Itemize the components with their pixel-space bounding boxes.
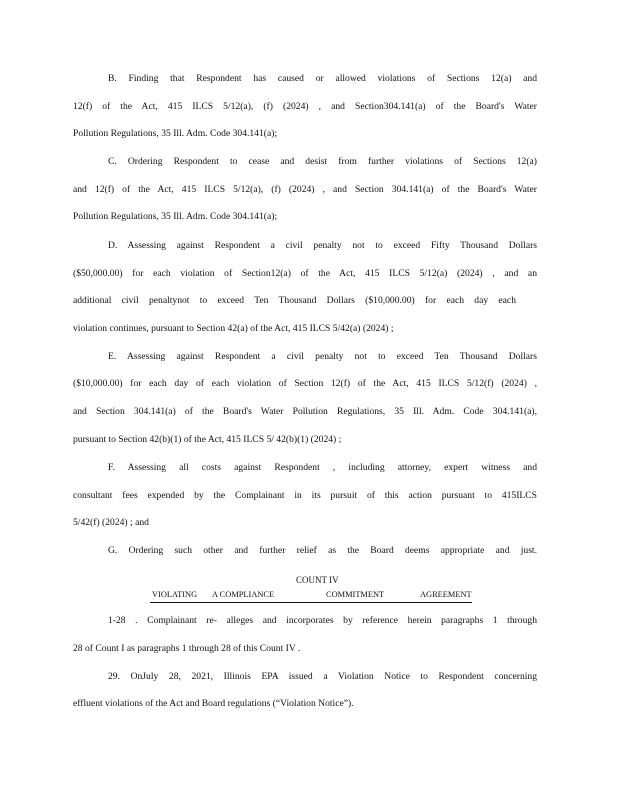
- count-sub-violating: VIOLATING: [152, 590, 198, 599]
- paragraph-f-line-2: consultant fees expended by the Complainant in its pursuit of this action pursuant to 415ILCS: [73, 490, 537, 501]
- paragraph-d-line-2: ($50,000.00) for each violation of Section12(a) of the Act, 415 ILCS 5/12(a) (2024) , and an: [73, 268, 537, 279]
- count-sub-commitment: COMMITMENT: [326, 590, 385, 599]
- paragraph-c-line-2: and 12(f) of the Act, 415 ILCS 5/12(a), (f) (2024) , and Section 304.141(a) of the Board's Water: [73, 184, 537, 195]
- paragraph-g-line-1: G. Ordering such other and further relief as the Board deems appropriate and just.: [108, 545, 537, 556]
- paragraph-29-line-2: effluent violations of the Act and Board regulations (“Violation Notice”).: [73, 698, 354, 709]
- paragraph-c-line-3: Pollution Regulations, 35 Ill. Adm. Code 304.141(a);: [73, 211, 278, 222]
- paragraph-e-line-1: E. Assessing against Respondent a civil penalty not to exceed Ten Thousand Dollars: [108, 351, 537, 362]
- paragraph-b-line-1: B. Finding that Respondent has caused or allowed violations of Sections 12(a) and: [108, 73, 537, 84]
- paragraph-e-line-2: ($10,000.00) for each day of each violation of Section 12(f) of the Act, 415 ILCS 5/12(f) (2024) ,: [73, 378, 537, 389]
- paragraph-b-line-3: Pollution Regulations, 35 Ill. Adm. Code 304.141(a);: [73, 128, 278, 139]
- paragraph-c-line-1: C. Ordering Respondent to cease and desist from further violations of Sections 12(a): [108, 156, 537, 167]
- count-heading-subtitle: [150, 591, 472, 603]
- paragraph-d-line-1: D. Assessing against Respondent a civil penalty not to exceed Fifty Thousand Dollars: [108, 240, 537, 251]
- paragraph-1-28-line-1: 1-28 . Complainant re- alleges and incorporates by reference herein paragraphs 1 through: [108, 615, 537, 626]
- count-sub-agreement: AGREEMENT: [420, 590, 472, 599]
- paragraph-b-line-2: 12(f) of the Act, 415 ILCS 5/12(a), (f) (2024) , and Section304.141(a) of the Board's Water: [73, 101, 537, 112]
- paragraph-f-line-3: 5/42(f) (2024) ; and: [73, 517, 149, 528]
- paragraph-d-line-3: additional civil penaltynot to exceed Ten Thousand Dollars ($10,000.00) for each day each: [73, 295, 516, 306]
- count-heading-title: COUNT IV: [296, 575, 339, 585]
- paragraph-1-28-line-2: 28 of Count I as paragraphs 1 through 28 of this Count IV .: [73, 643, 301, 654]
- paragraph-29-line-1: 29. OnJuly 28, 2021, Illinois EPA issued a Violation Notice to Respondent concerning: [108, 671, 537, 682]
- paragraph-e-line-3: and Section 304.141(a) of the Board's Water Pollution Regulations, 35 Ill. Adm. Code 304.141(a),: [73, 406, 537, 417]
- paragraph-f-line-1: F. Assessing all costs against Respondent , including attorney, expert witness and: [108, 462, 537, 473]
- count-sub-compliance: A COMPLIANCE: [212, 590, 275, 599]
- paragraph-e-line-4: pursuant to Section 42(b)(1) of the Act, 415 ILCS 5/ 42(b)(1) (2024) ;: [73, 434, 342, 445]
- paragraph-d-line-4: violation continues, pursuant to Section 42(a) of the Act, 415 ILCS 5/42(a) (2024) ;: [73, 323, 394, 334]
